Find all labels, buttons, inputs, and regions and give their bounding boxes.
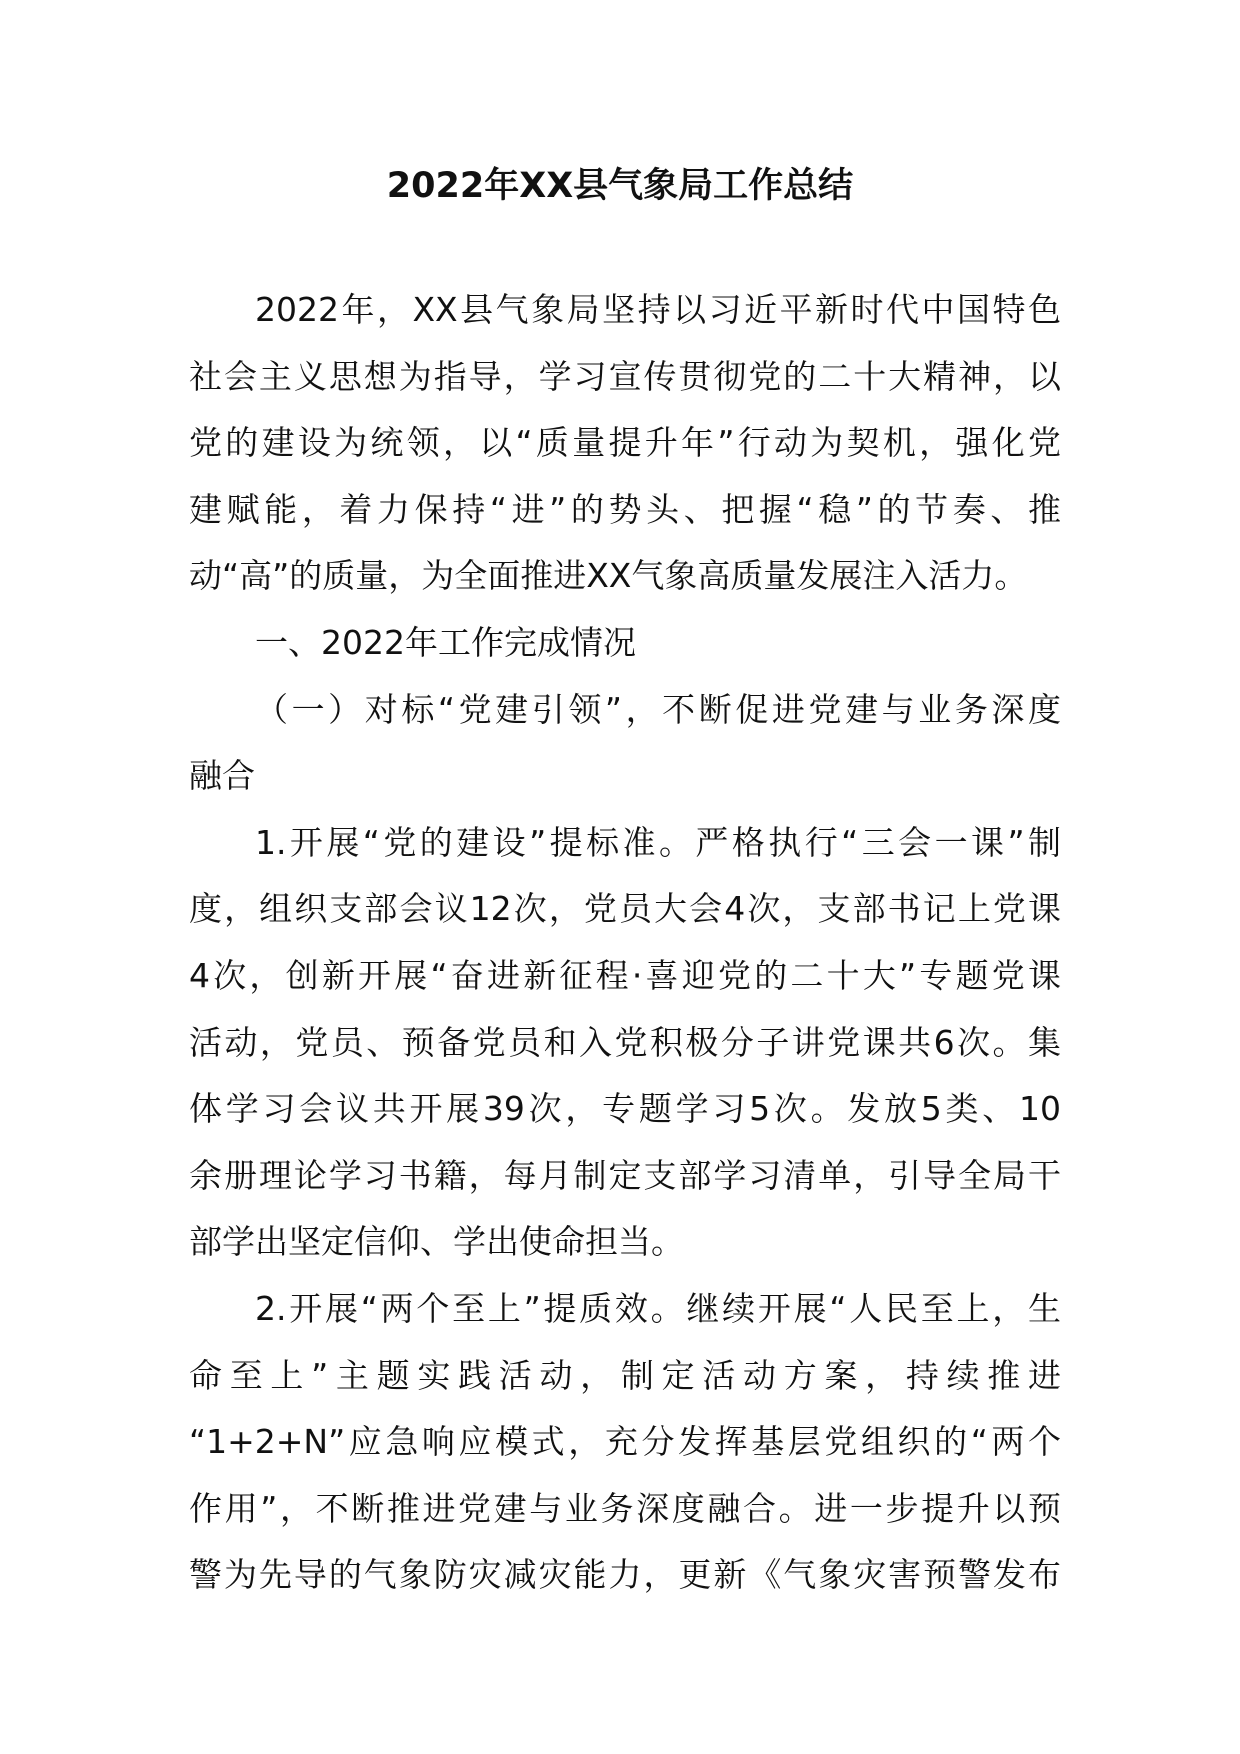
- text-line: 党的建设为统领，以“质量提升年”行动为契机，强化党: [189, 423, 1061, 463]
- text-line: 动“高”的质量，为全面推进XX气象高质量发展注入活力。: [189, 556, 1028, 596]
- paragraph: [189, 810, 1061, 1276]
- paragraph: [189, 1276, 1061, 1609]
- text-line: 余册理论学习书籍，每月制定支部学习清单，引导全局干: [189, 1155, 1061, 1195]
- text-line: 度，组织支部会议12次，党员大会4次，支部书记上党课: [189, 889, 1061, 929]
- paragraph: [189, 277, 1061, 610]
- text-line: 作用”，不断推进党建与业务深度融合。进一步提升以预: [189, 1488, 1061, 1528]
- text-line: 警为先导的气象防灾减灾能力，更新《气象灾害预警发布: [189, 1555, 1061, 1595]
- document-body: [189, 277, 1061, 1609]
- text-line: 建赋能，着力保持“进”的势头、把握“稳”的节奏、推: [189, 489, 1061, 529]
- paragraph: [189, 610, 1061, 677]
- text-line: 社会主义思想为指导，学习宣传贯彻党的二十大精神，以: [189, 356, 1061, 396]
- text-line: 2022年，XX县气象局坚持以习近平新时代中国特色: [255, 290, 1061, 329]
- text-line: 融合: [189, 756, 255, 796]
- text-line: 1.开展“党的建设”提标准。严格执行“三会一课”制: [255, 822, 1061, 862]
- text-line: 活动，党员、预备党员和入党积极分子讲党课共6次。集: [189, 1022, 1061, 1062]
- text-line: 一、2022年工作完成情况: [255, 622, 636, 662]
- text-line: 2.开展“两个至上”提质效。继续开展“人民至上，生: [255, 1288, 1061, 1328]
- text-line: 命至上”主题实践活动，制定活动方案，持续推进: [189, 1355, 1061, 1395]
- text-line: 部学出坚定信仰、学出使命担当。: [189, 1222, 684, 1262]
- text-line: 4次，创新开展“奋进新征程·喜迎党的二十大”专题党课: [189, 955, 1061, 995]
- text-line: 体学习会议共开展39次，专题学习5次。发放5类、10: [189, 1089, 1061, 1129]
- text-line: （一）对标“党建引领”，不断促进党建与业务深度: [255, 689, 1061, 729]
- paragraph: [189, 677, 1061, 810]
- document-title: 2022年XX县气象局工作总结: [386, 166, 854, 206]
- text-line: “1+2+N”应急响应模式，充分发挥基层党组织的“两个: [189, 1422, 1061, 1462]
